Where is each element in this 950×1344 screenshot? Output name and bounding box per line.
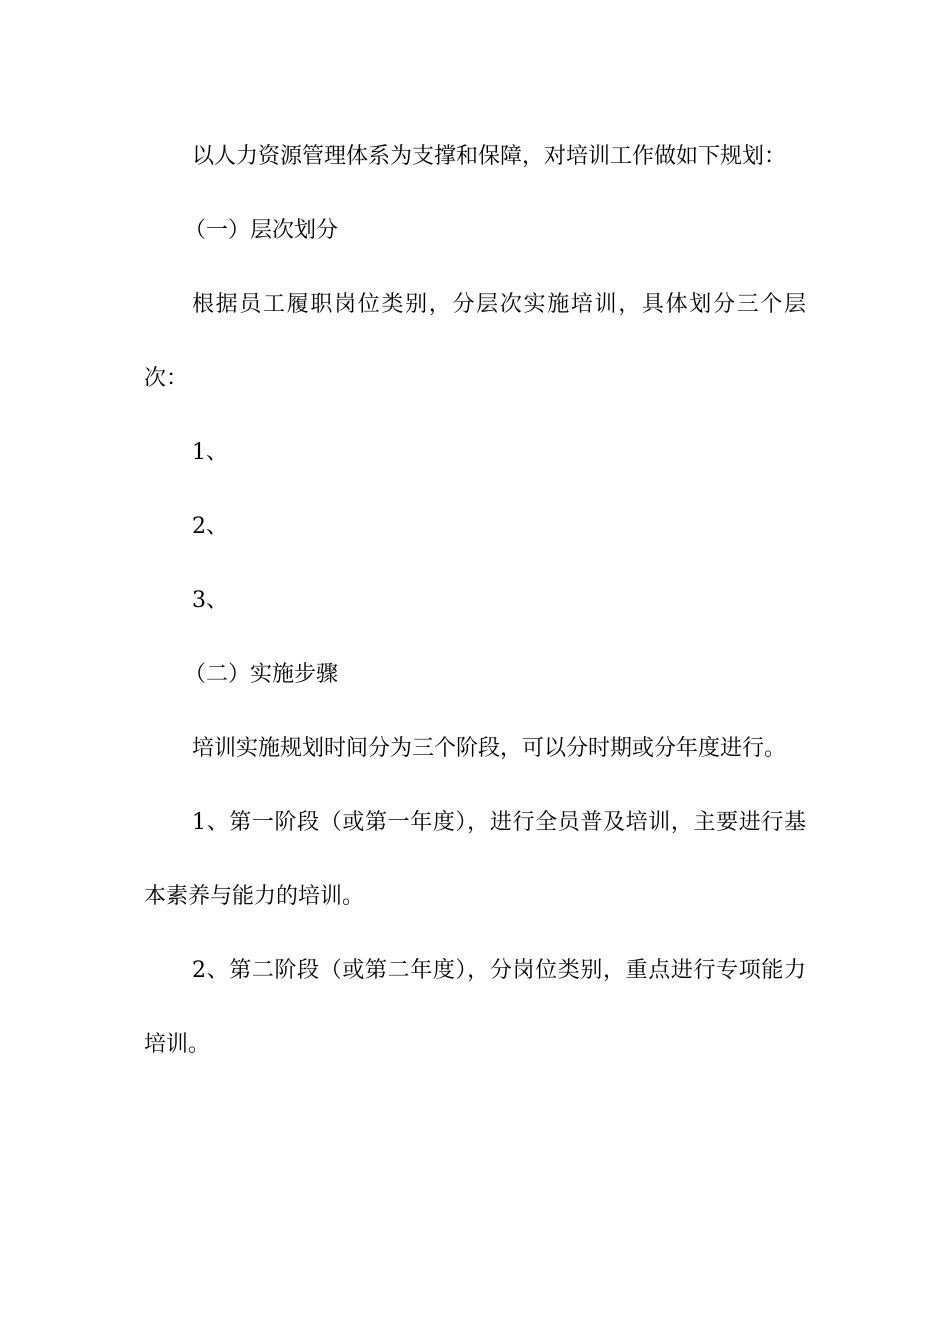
document-body xyxy=(144,120,806,1082)
list-item-level-2: 2、 xyxy=(192,514,228,539)
list-item-level-1: 1、 xyxy=(192,440,228,465)
paragraph-implementation-desc: 培训实施规划时间分为三个阶段，可以分时期或分年度进行。 xyxy=(192,736,787,761)
paragraph-planning-intro: 以人力资源管理体系为支撑和保障，对培训工作做如下规划： xyxy=(192,144,787,169)
section-heading-implementation-steps: （二）实施步骤 xyxy=(184,662,339,687)
list-item-level-3: 3、 xyxy=(192,588,228,613)
section-heading-level-division: （一）层次划分 xyxy=(184,218,339,243)
paragraph-stage-two: 2、第二阶段（或第二年度），分岗位类别，重点进行专项能力培训。 xyxy=(144,958,806,1057)
paragraph-level-division-desc: 根据员工履职岗位类别，分层次实施培训，具体划分三个层次： xyxy=(144,292,806,391)
paragraph-stage-one: 1、第一阶段（或第一年度），进行全员普及培训，主要进行基本素养与能力的培训。 xyxy=(144,810,806,909)
